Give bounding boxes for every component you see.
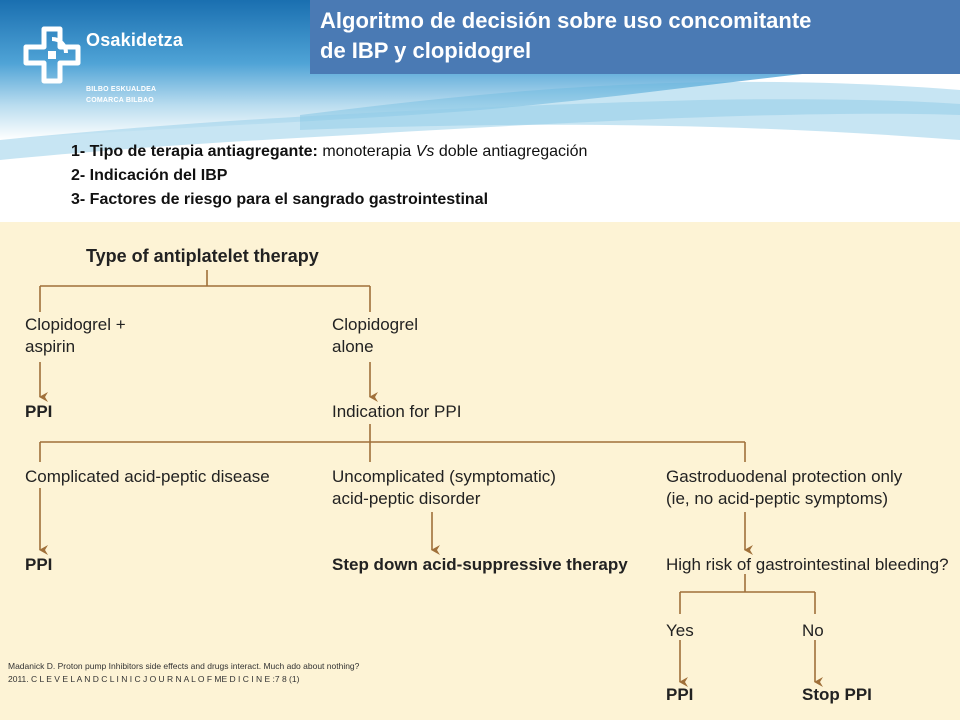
node-stop-ppi: Stop PPI [802, 685, 872, 704]
node-indication: Indication for PPI [332, 402, 462, 421]
key-points [71, 140, 587, 212]
node-gastro-line1: Gastroduodenal protection only [666, 467, 903, 486]
title-line-1: Algoritmo de decisión sobre uso concomitante [320, 8, 812, 33]
org-subtitle-basque: BILBO ESKUALDEA [86, 86, 157, 93]
point-1-rest: doble antiagregación [434, 143, 588, 160]
node-uncomplicated-line2: acid-peptic disorder [332, 489, 481, 508]
node-clopi-aspirin-line1: Clopidogrel + [25, 315, 126, 334]
node-uncomplicated-line1: Uncomplicated (symptomatic) [332, 467, 556, 486]
node-yes: Yes [666, 621, 694, 640]
org-subtitle-spanish: COMARCA BILBAO [86, 97, 154, 104]
node-clopi-aspirin-line2: aspirin [25, 337, 76, 356]
node-clopi-alone-line1: Clopidogrel [332, 315, 418, 334]
title-line-2: de IBP y clopidogrel [320, 38, 532, 63]
citation [8, 660, 359, 686]
citation-line-2: 2011. C L E V E L A N D C L I N I C J O U R N A L O F ME D I C I N E :7 8 (1) [8, 674, 300, 684]
node-ppi-1: PPI [25, 402, 53, 421]
node-ppi-2: PPI [25, 555, 53, 574]
node-step-down: Step down acid-suppressive therapy [332, 555, 628, 574]
node-clopi-alone-line2: alone [332, 337, 374, 356]
node-gastro-line2: (ie, no acid-peptic symptoms) [666, 489, 889, 508]
point-3: 3- Factores de riesgo para el sangrado gastrointestinal [71, 191, 489, 208]
node-high-risk: High risk of gastrointestinal bleeding? [666, 555, 949, 574]
node-complicated: Complicated acid-peptic disease [25, 467, 270, 486]
osakidetza-logo-icon [22, 25, 82, 85]
node-ppi-3: PPI [666, 685, 694, 704]
node-root: Type of antiplatelet therapy [86, 246, 319, 266]
slide-title [310, 0, 960, 74]
citation-line-1: Madanick D. Proton pump Inhibitors side effects and drugs interact. Much ado about nothing? [8, 661, 360, 671]
org-name: Osakidetza [86, 30, 184, 50]
point-1-text: monoterapia [317, 143, 416, 160]
point-2: 2- Indicación del IBP [71, 167, 228, 184]
point-1-italic: Vs [415, 143, 435, 160]
node-no: No [802, 621, 824, 640]
point-1-bold: 1- Tipo de terapia antiagregante: [71, 143, 318, 160]
point-1 [71, 140, 587, 164]
